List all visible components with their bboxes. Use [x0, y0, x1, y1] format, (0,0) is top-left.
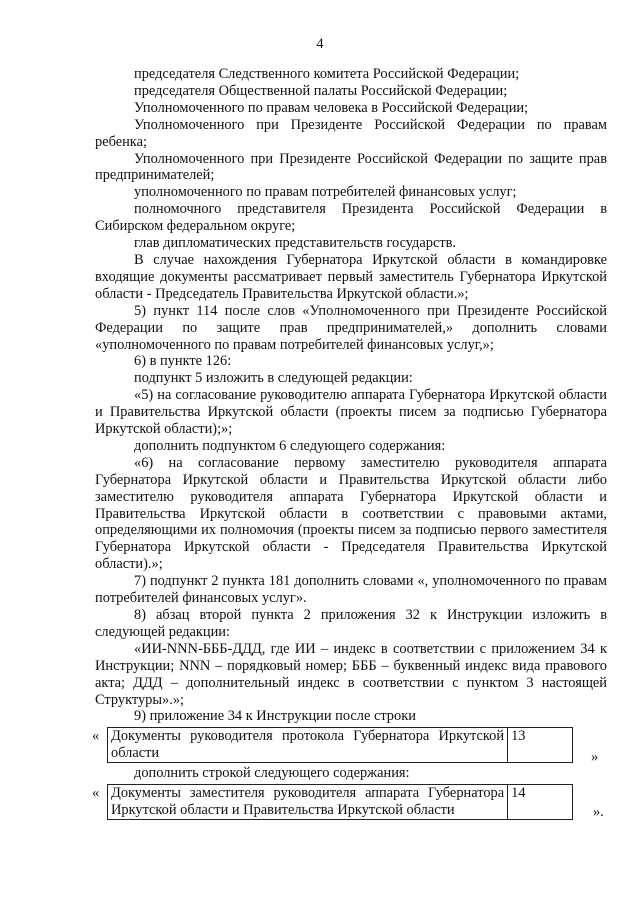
close-quote: » [591, 749, 599, 766]
paragraph: председателя Следственного комитета Российской Федерации; [134, 66, 520, 82]
paragraph: Уполномоченного при Президенте Российской Федерации по защите прав предпринимателей; [95, 150, 607, 184]
table-row [108, 728, 573, 763]
paragraph: «6) на согласование первому заместителю руководителя аппарата Губернатора Иркутской области и Правительства Иркутской области либо заместителю руководителя аппарата Губернатора Иркутской области и Правительства Иркутской области в соответствии с правовыми актами, определяющими их полномочия (проекты писем за подписью первого заместителя Губернатора Иркутской области - Председателя Правительства Иркутской области).»; [95, 454, 607, 573]
paragraph: 6) в пункте 126: [134, 353, 232, 370]
paragraph: 8) абзац второй пункта 2 приложения 32 к Инструкции изложить в следующей редакции: [95, 607, 607, 640]
table-cell-description: Документы заместителя руководителя аппарата Губернатора Иркутской области и Правительства Иркутской области [108, 785, 508, 820]
paragraph: полномочного представителя Президента Российской Федерации в Сибирском федеральном округе; [95, 201, 607, 235]
paragraph: 9) приложение 34 к Инструкции после строки [134, 708, 416, 725]
open-quote: « [92, 728, 100, 745]
paragraph: Уполномоченного при Президенте Российской Федерации по правам ребенка; [95, 116, 607, 150]
paragraph: подпункт 5 изложить в следующей редакции: [134, 370, 413, 387]
paragraph: В случае нахождения Губернатора Иркутской области в командировке входящие документы рассматривает первый заместитель Губернатора Иркутской области - Председатель Правительства Иркутской области.»; [95, 251, 607, 302]
table-cell-code: 14 [508, 785, 573, 820]
paragraph: «5) на согласование руководителю аппарата Губернатора Иркутской области и Правительства Иркутской области (проекты писем за подписью Губернатора Иркутской области);»; [95, 387, 607, 438]
paragraph: 7) подпункт 2 пункта 181 дополнить словами «, уполномоченного по правам потребителей финансовых услуг». [95, 573, 607, 607]
paragraph: 5) пункт 114 после слов «Уполномоченного при Президенте Российской Федерации по защите прав предпринимателей,» дополнить словами «уполномоченного по правам потребителей финансовых услуг,»; [95, 302, 607, 353]
open-quote: « [92, 785, 100, 802]
table-row [108, 785, 573, 820]
paragraph: дополнить подпунктом 6 следующего содержания: [134, 437, 446, 454]
paragraph: глав дипломатических представительств государств. [134, 235, 457, 252]
paragraph: уполномоченного по правам потребителей финансовых услуг; [134, 184, 517, 201]
paragraph: Уполномоченного по правам человека в Российской Федерации; [134, 99, 529, 116]
table-row-block-2 [92, 784, 607, 821]
structure-table-row-2 [107, 784, 573, 820]
table-row-block-1 [92, 727, 607, 766]
table-cell-code: 13 [508, 728, 573, 763]
paragraph: председателя Общественной палаты Российской Федерации; [134, 82, 508, 99]
document-body [92, 66, 607, 822]
paragraph: «ИИ-NNN-БББ-ДДД, где ИИ – индекс в соответствии с приложением 34 к Инструкции; NNN – порядковый номер; БББ – буквенный индекс вида правового акта; ДДД – дополнительный индекс в соответствии с пунктом 3 настоящей Структуры».»; [95, 640, 607, 708]
table-cell-description: Документы руководителя протокола Губернатора Иркутской области [108, 728, 508, 763]
close-quote: ». [593, 804, 604, 821]
page-number: 4 [316, 36, 324, 52]
paragraph: дополнить строкой следующего содержания: [134, 765, 410, 782]
structure-table-row-1 [107, 727, 573, 763]
